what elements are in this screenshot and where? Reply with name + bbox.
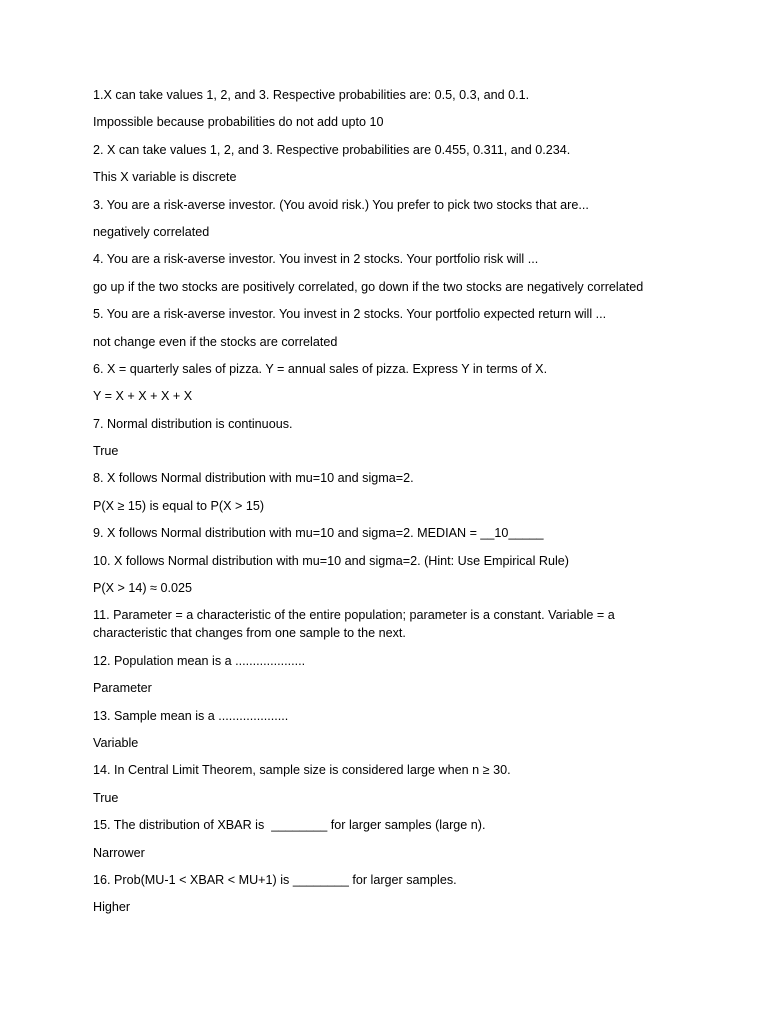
answer-6: Y = X + X + X + X bbox=[93, 389, 193, 404]
statement-11: 11. Parameter = a characteristic of the entire population; parameter is a constant. Variable = a characteristic that changes from one sample to the next. bbox=[93, 608, 619, 641]
answer-1: Impossible because probabilities do not add upto 10 bbox=[93, 115, 384, 130]
question-7: 7. Normal distribution is continuous. bbox=[93, 416, 293, 431]
question-14: 14. In Central Limit Theorem, sample size is considered large when n ≥ 30. bbox=[93, 763, 511, 778]
question-12: 12. Population mean is a .................... bbox=[93, 653, 306, 668]
question-15: 15. The distribution of XBAR is ________ for larger samples (large n). bbox=[93, 818, 486, 833]
answer-2: This X variable is discrete bbox=[93, 170, 237, 185]
question-16: 16. Prob(MU-1 < XBAR < MU+1) is ________ for larger samples. bbox=[93, 872, 457, 887]
answer-3: negatively correlated bbox=[93, 224, 210, 239]
question-13: 13. Sample mean is a .................... bbox=[93, 708, 289, 723]
question-10: 10. X follows Normal distribution with mu=10 and sigma=2. (Hint: Use Empirical Rule) bbox=[93, 553, 569, 568]
document-body bbox=[93, 86, 683, 926]
question-5: 5. You are a risk-averse investor. You invest in 2 stocks. Your portfolio expected return will ... bbox=[93, 307, 607, 322]
question-2: 2. X can take values 1, 2, and 3. Respective probabilities are 0.455, 0.311, and 0.234. bbox=[93, 142, 571, 157]
answer-10: P(X > 14) ≈ 0.025 bbox=[93, 581, 192, 596]
answer-4: go up if the two stocks are positively correlated, go down if the two stocks are negatively correlated bbox=[93, 279, 644, 294]
question-3: 3. You are a risk-averse investor. (You avoid risk.) You prefer to pick two stocks that are... bbox=[93, 197, 589, 212]
question-4: 4. You are a risk-averse investor. You invest in 2 stocks. Your portfolio risk will ... bbox=[93, 252, 539, 267]
question-6: 6. X = quarterly sales of pizza. Y = annual sales of pizza. Express Y in terms of X. bbox=[93, 361, 548, 376]
answer-5: not change even if the stocks are correlated bbox=[93, 334, 338, 349]
answer-8: P(X ≥ 15) is equal to P(X > 15) bbox=[93, 498, 265, 513]
answer-15: Narrower bbox=[93, 845, 145, 860]
question-1: 1.X can take values 1, 2, and 3. Respective probabilities are: 0.5, 0.3, and 0.1. bbox=[93, 88, 530, 102]
answer-16: Higher bbox=[93, 900, 131, 915]
answer-7: True bbox=[93, 444, 119, 459]
question-8: 8. X follows Normal distribution with mu=10 and sigma=2. bbox=[93, 471, 414, 486]
answer-12: Parameter bbox=[93, 681, 152, 696]
question-9: 9. X follows Normal distribution with mu=10 and sigma=2. MEDIAN = __10_____ bbox=[93, 526, 544, 541]
answer-13: Variable bbox=[93, 735, 139, 750]
answer-14: True bbox=[93, 790, 119, 805]
